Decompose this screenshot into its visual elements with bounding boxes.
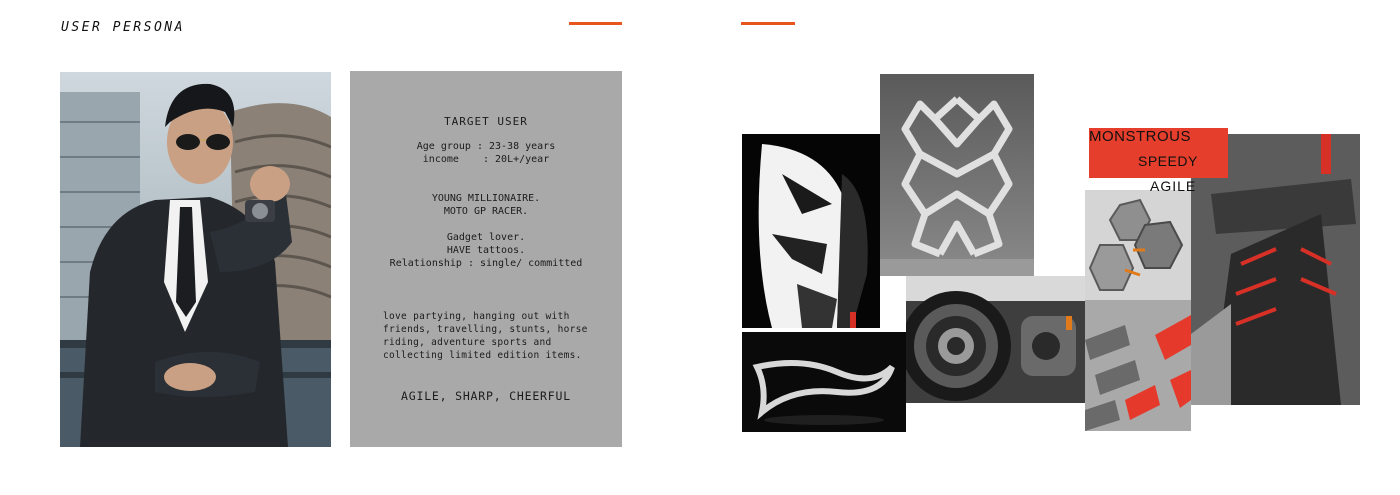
keywords-line: AGILE, SHARP, CHEERFUL: [401, 389, 571, 403]
income-line: income : 20L+/year: [422, 154, 550, 165]
bio-line-2: MOTO GP RACER.: [443, 206, 529, 217]
accent-bar-right: [741, 22, 795, 25]
interests-paragraph: love partying, hanging out with friends, travelling, stunts, horse riding, adventure sports and collecting limited edition items.: [383, 311, 588, 361]
bio-line-1: YOUNG MILLIONAIRE.: [431, 193, 541, 204]
persona-photo: [60, 72, 331, 447]
bio-line-5: Relationship : single/ committed: [389, 258, 583, 269]
moodboard-sculpture-bench-image: [880, 74, 1034, 276]
bio-line-4: HAVE tattoos.: [446, 245, 526, 256]
moodboard-ribbon-sculpture-image: [742, 332, 906, 432]
bio-line-3: Gadget lover.: [446, 232, 526, 243]
target-user-heading: TARGET USER: [444, 115, 528, 128]
age-group-line: Age group : 23-38 years: [416, 141, 556, 152]
accent-bar-left: [569, 22, 622, 25]
mood-word-speedy: SPEEDY: [1138, 153, 1198, 169]
moodboard-hex-speaker-image: [1085, 190, 1191, 302]
moodboard-fabric-pattern-image: [1085, 300, 1191, 431]
moodboard-motorbike-image: [742, 134, 880, 328]
moodboard-wheel-image: [906, 276, 1085, 403]
mood-word-agile: AGILE: [1150, 178, 1197, 194]
mood-word-monstrous: MONSTROUS: [1089, 128, 1191, 145]
page-title: USER PERSONA: [61, 20, 185, 35]
persona-info-card: [350, 71, 622, 447]
